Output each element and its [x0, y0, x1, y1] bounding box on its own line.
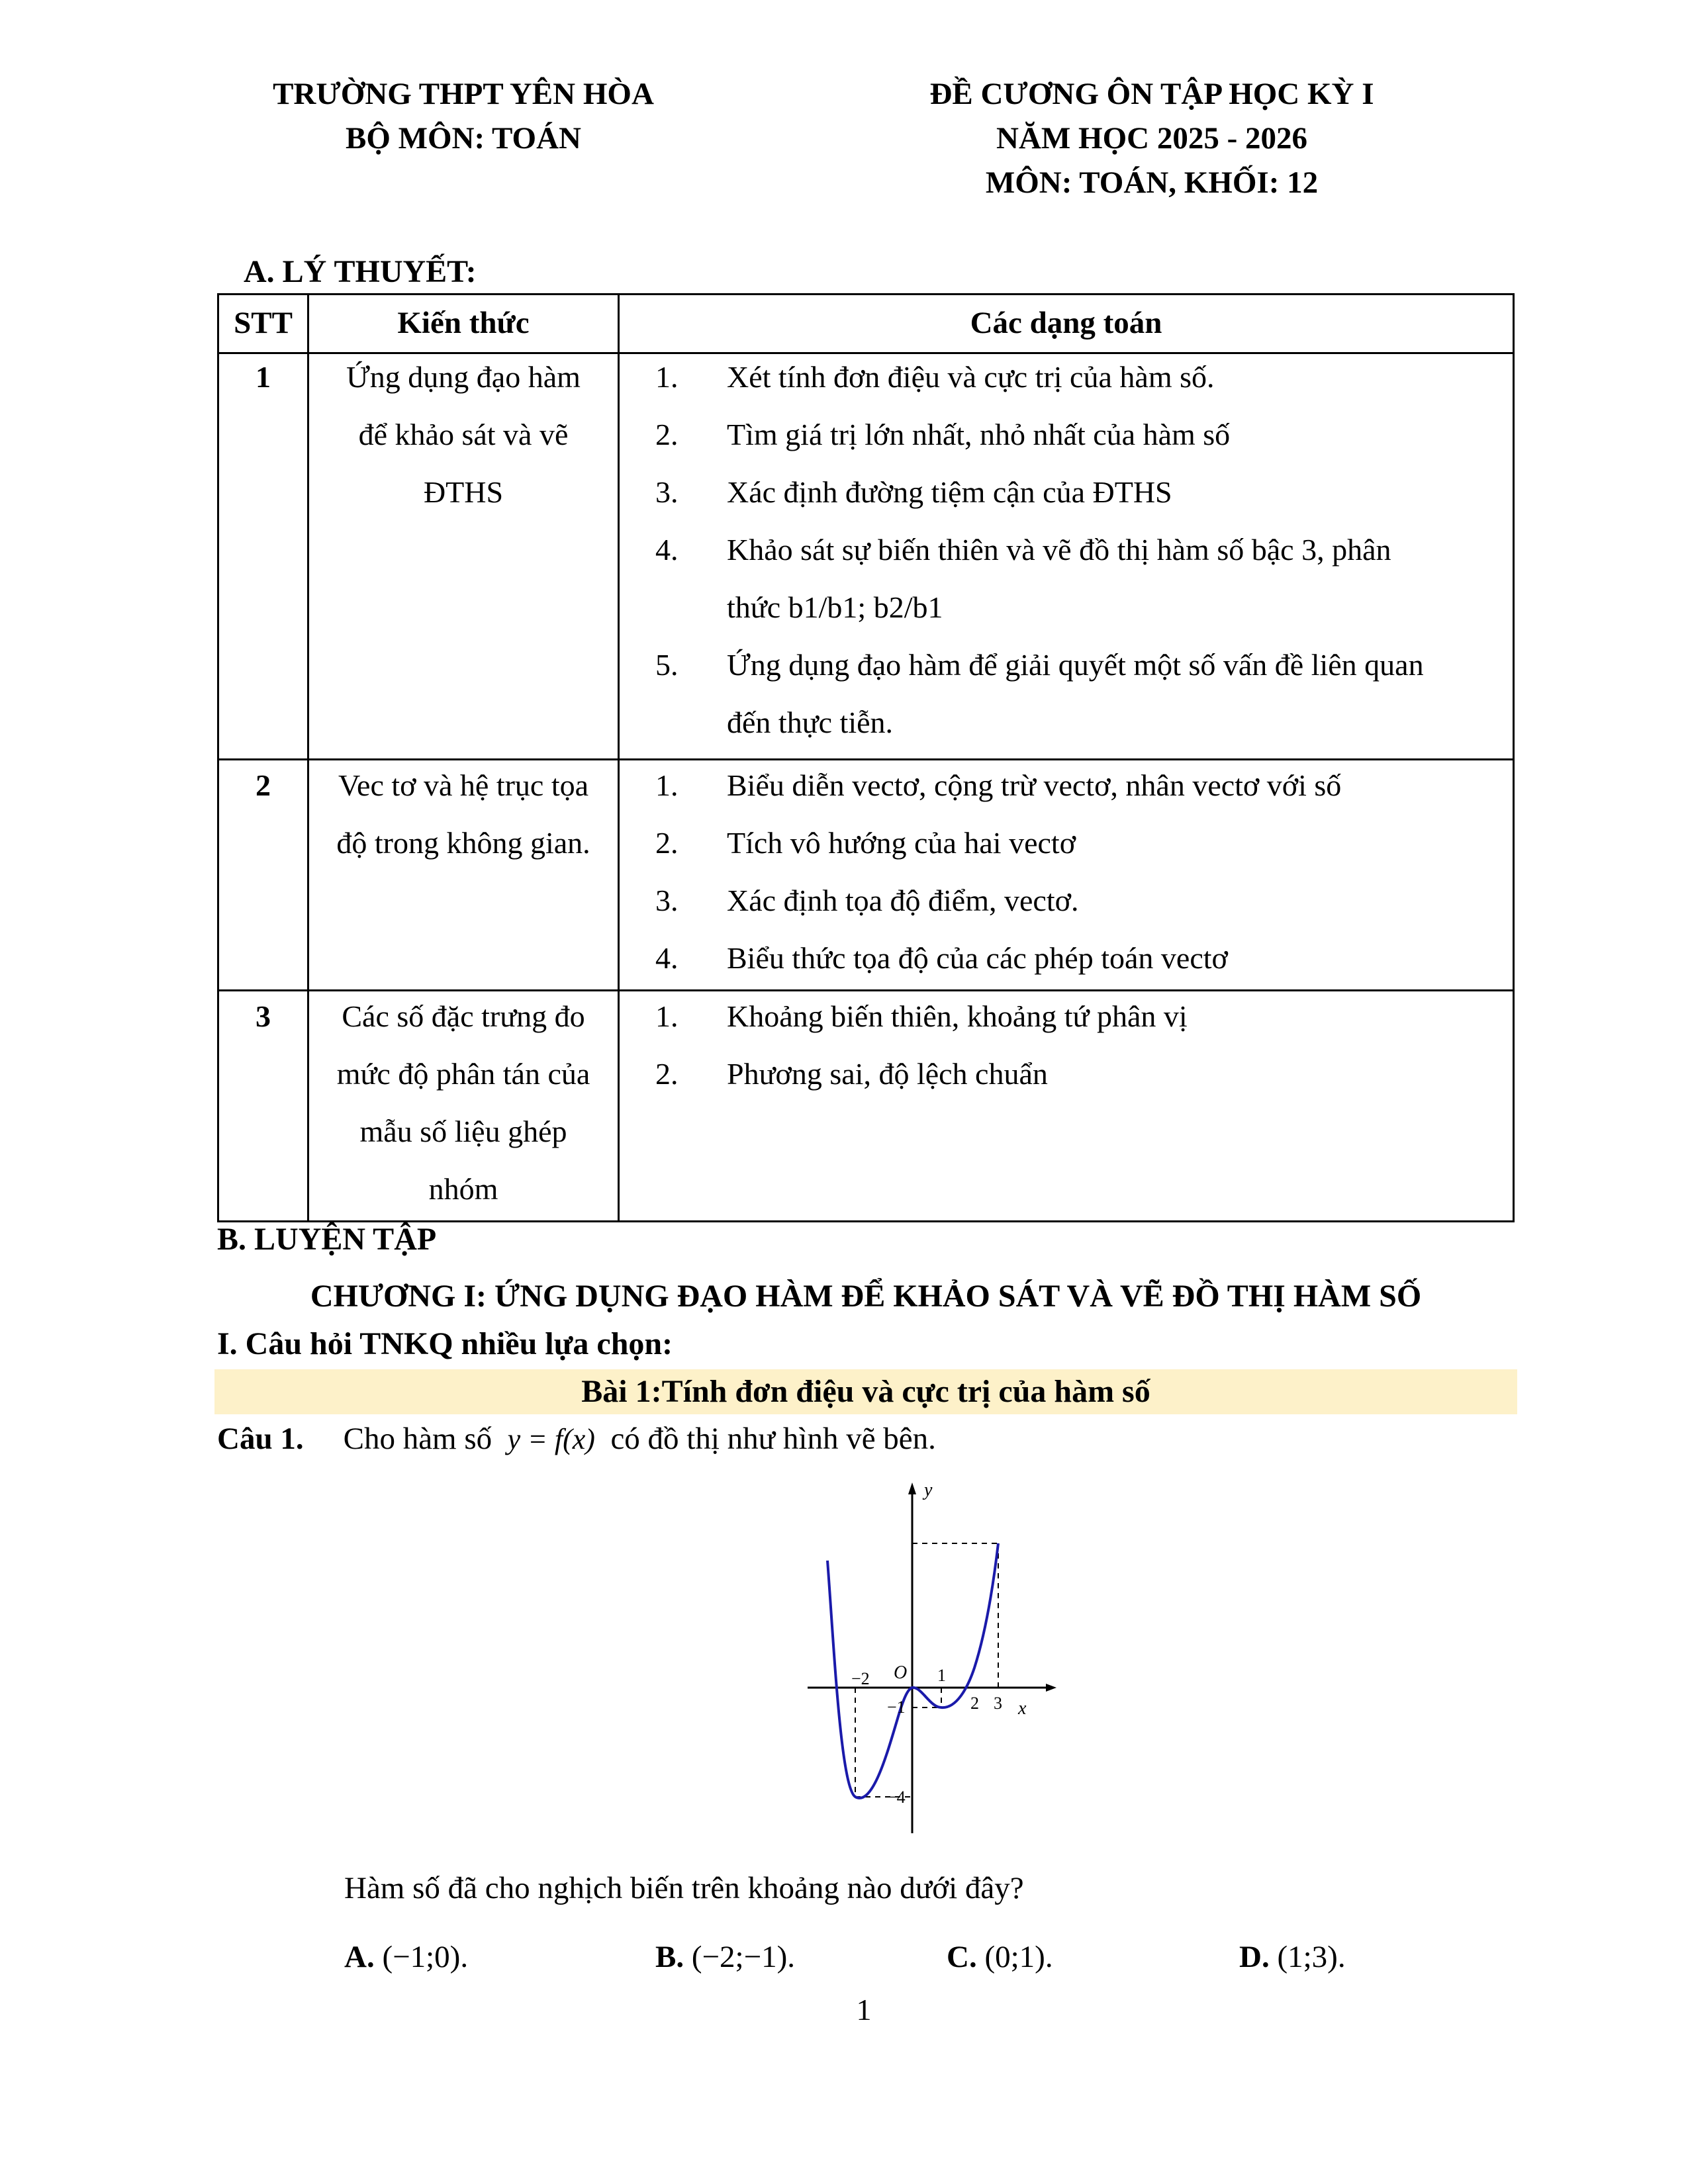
- list-item-number: 5.: [655, 648, 679, 682]
- question-text-after: có đồ thị như hình vẽ bên.: [610, 1422, 936, 1456]
- list-item-number: 2.: [655, 418, 679, 451]
- function-graph: [794, 1476, 1072, 1846]
- list-item: Tìm giá trị lớn nhất, nhỏ nhất của hàm số: [727, 418, 1231, 451]
- list-item: Ứng dụng đạo hàm để giải quyết một số vấn đề liên quan: [727, 648, 1424, 682]
- question-prompt: Hàm số đã cho nghịch biến trên khoảng nào dưới đây?: [344, 1871, 1024, 1905]
- list-item-number: 1.: [655, 768, 679, 802]
- list-item: Biểu thức tọa độ của các phép toán vectơ: [727, 941, 1228, 975]
- x-tick-label: −2: [851, 1669, 870, 1688]
- subject-grade: MÔN: TOÁN, KHỐI: 12: [985, 165, 1319, 200]
- list-item: Tích vô hướng của hai vectơ: [727, 826, 1076, 860]
- y-axis-label: y: [924, 1480, 933, 1500]
- option-value: (−1;0).: [382, 1940, 469, 1974]
- list-item-continuation: thức b1/b1; b2/b1: [727, 590, 943, 624]
- option-value: (0;1).: [984, 1940, 1053, 1974]
- column-header-problem-types: Các dạng toán: [970, 306, 1162, 340]
- topic-line: Vec tơ và hệ trục tọa: [338, 768, 589, 802]
- option-value: (−2;−1).: [691, 1940, 795, 1974]
- y-tick-label: −1: [887, 1698, 906, 1717]
- list-item-number: 2.: [655, 826, 679, 860]
- option-d[interactable]: [1239, 1939, 1346, 1975]
- question-label: Câu 1.: [217, 1422, 304, 1456]
- y-tick-label: −4: [887, 1788, 906, 1807]
- subsection-title: I. Câu hỏi TNKQ nhiều lựa chọn:: [217, 1326, 673, 1361]
- question-text-before: Cho hàm số: [343, 1422, 492, 1456]
- chapter-title: CHƯƠNG I: ỨNG DỤNG ĐẠO HÀM ĐỂ KHẢO SÁT VÀ VẼ ĐỒ THỊ HÀM SỐ: [310, 1279, 1422, 1314]
- list-item-number: 2.: [655, 1057, 679, 1091]
- table-row-3-stt: 3: [256, 999, 271, 1033]
- list-item-number: 1.: [655, 360, 679, 394]
- table-row-1-topic: [309, 348, 618, 521]
- list-item-number: 3.: [655, 884, 679, 917]
- x-tick-label: 3: [994, 1694, 1002, 1713]
- list-item: Phương sai, độ lệch chuẩn: [727, 1057, 1048, 1091]
- topic-line: Ứng dụng đạo hàm: [346, 360, 581, 394]
- list-item: Khảo sát sự biến thiên và vẽ đồ thị hàm số bậc 3, phân: [727, 533, 1391, 567]
- origin-label: O: [894, 1662, 908, 1683]
- department-name: BỘ MÔN: TOÁN: [345, 121, 581, 156]
- school-year: NĂM HỌC 2025 - 2026: [996, 121, 1307, 156]
- question-1: [217, 1416, 936, 1463]
- lesson-title: Bài 1:Tính đơn điệu và cực trị của hàm số: [581, 1374, 1150, 1409]
- option-a[interactable]: [344, 1939, 468, 1975]
- list-item: Khoảng biến thiên, khoảng tứ phân vị: [727, 999, 1188, 1033]
- option-letter: B.: [655, 1940, 684, 1974]
- x-axis-label: x: [1018, 1698, 1027, 1719]
- list-item: Xác định tọa độ điểm, vectơ.: [727, 884, 1079, 917]
- list-item: Xét tính đơn điệu và cực trị của hàm số.: [727, 360, 1215, 394]
- option-value: (1;3).: [1277, 1940, 1346, 1974]
- list-item-number: 3.: [655, 475, 679, 509]
- table-row-1-stt: 1: [256, 360, 271, 394]
- x-tick-label: 1: [937, 1666, 946, 1685]
- table-row-3-topic: [309, 987, 618, 1218]
- section-a-title: A. LÝ THUYẾT:: [244, 254, 477, 289]
- list-item-number: 4.: [655, 941, 679, 975]
- option-c[interactable]: [947, 1939, 1053, 1975]
- question-formula: y = f(x): [507, 1423, 595, 1455]
- column-header-knowledge: Kiến thức: [397, 306, 530, 340]
- option-b[interactable]: [655, 1939, 795, 1975]
- table-row-2-stt: 2: [256, 768, 271, 802]
- topic-line: để khảo sát và vẽ: [358, 418, 569, 451]
- topic-line: nhóm: [428, 1172, 498, 1206]
- topic-line: Các số đặc trưng đo: [342, 999, 585, 1033]
- list-item-number: 4.: [655, 533, 679, 567]
- page-number: 1: [856, 1993, 872, 2026]
- option-letter: D.: [1239, 1940, 1270, 1974]
- school-name: TRƯỜNG THPT YÊN HÒA: [273, 77, 654, 111]
- document-title: ĐỀ CƯƠNG ÔN TẬP HỌC KỲ I: [929, 77, 1374, 111]
- list-item: Biểu diễn vectơ, cộng trừ vectơ, nhân vectơ với số: [727, 768, 1342, 802]
- y-axis-arrow-icon: [908, 1482, 916, 1494]
- topic-line: mức độ phân tán của: [336, 1057, 590, 1091]
- topic-line: ĐTHS: [423, 475, 504, 509]
- x-axis-arrow-icon: [1046, 1684, 1056, 1692]
- list-item: Xác định đường tiệm cận của ĐTHS: [727, 475, 1172, 509]
- topic-line: độ trong không gian.: [336, 826, 590, 860]
- list-item-continuation: đến thực tiễn.: [727, 705, 894, 739]
- list-item-number: 1.: [655, 999, 679, 1033]
- option-letter: A.: [344, 1940, 375, 1974]
- section-b-title: B. LUYỆN TẬP: [217, 1222, 437, 1257]
- table-row-2-topic: [309, 756, 618, 872]
- topic-line: mẫu số liệu ghép: [359, 1115, 567, 1148]
- x-tick-label: 2: [970, 1694, 979, 1713]
- dashed-guides: [855, 1543, 998, 1797]
- column-header-stt: STT: [234, 306, 293, 340]
- option-letter: C.: [947, 1940, 977, 1974]
